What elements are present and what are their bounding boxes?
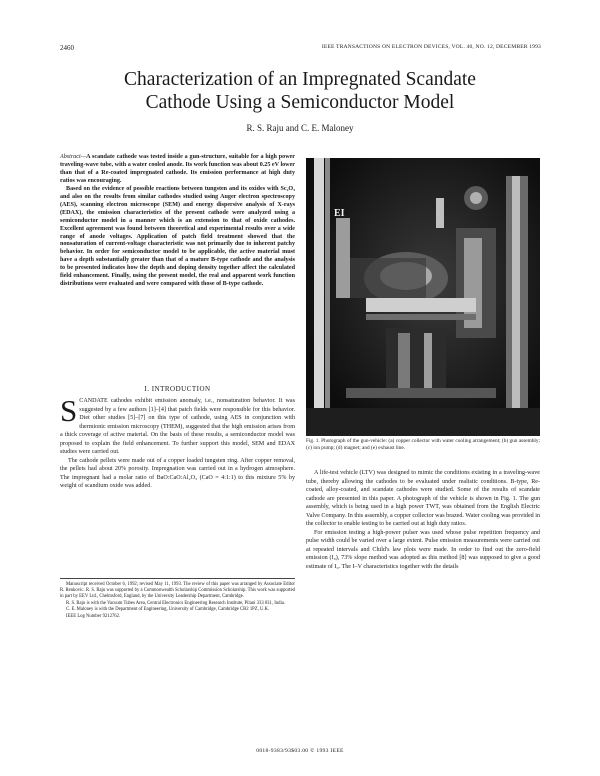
abstract-text-1: A scandate cathode was tested inside a gun-structure, suitable for a high power traveling-wave tube, with a water cooled anode. Its work function was about 0.25 eV lower than that of a Re-coated impregnated cathode. Its emission performance at high duty ratios was encouraging. bbox=[60, 154, 295, 184]
copyright-footer: 0018-9383/93$03.00 © 1993 IEEE bbox=[256, 748, 344, 754]
introduction-text bbox=[60, 393, 295, 491]
right-paragraph-2: For emission testing a high-power pulser was used whose pulse repetition frequency and pulse width could be varied over a large extent. Pulse emission measurements were carried out at repeated intervals and Child's law plots were made. In order to find out the zero-field emission (I₀), 73% slope method was adopted as this method [8] was supposed to give a good estimate of I₀. The I–V characteristics together with the details bbox=[306, 529, 540, 571]
intro-paragraph-2: The cathode pellets were made out of a copper loaded tungsten ring. After copper removal, the pellets had about 20% porosity. Impregnation was carried out in a hydrogen atmosphere. The impregnant had a molar ratio of BaO:CaO:Al₂O₃ (CaO = 4:1:1) to this mixture 5% by weight of scandium oxide was added. bbox=[60, 457, 295, 490]
abstract-lead: Abstract— bbox=[60, 154, 87, 160]
footnote-maloney: C. E. Maloney is with the Department of Engineering, University of Cambridge, Cambridge CB2 1PZ, U.K. bbox=[66, 607, 270, 613]
intro-text-1: CANDATE cathodes exhibit emission anomaly, i.e., nonsaturation behavior. It was suggested by a few authors [1]–[4] that patch fields were responsible for this behavior. Diet other studies [5]–[7] on this type of cathode, using AES in conjunction with thermionic emission microscopy (THEM), suggested that the high emission arises from a thick coverage of active material. On the basis of these results, a semiconductor model was proposed to explain the field enhancement. To further support this model, SEM and EDAX studies were carried out. bbox=[60, 398, 295, 456]
drop-cap: S bbox=[60, 393, 78, 428]
page-number: 2460 bbox=[60, 44, 74, 52]
paper-title bbox=[40, 68, 560, 114]
intro-paragraph-1 bbox=[60, 393, 295, 457]
footnotes bbox=[60, 578, 295, 621]
footnote-log: IEEE Log Number 9212762. bbox=[66, 613, 121, 619]
footnote-raju: R. S. Raju is with the Vacuum Tubes Area, Central Electronics Engineering Research Institute, Pilani 333 031, India. bbox=[66, 600, 286, 606]
abstract bbox=[60, 154, 295, 289]
title-line-2: Cathode Using a Semiconductor Model bbox=[145, 92, 455, 113]
right-column-text bbox=[306, 469, 540, 572]
figure-label: EI bbox=[334, 208, 345, 219]
footnote-received: Manuscript received October 6, 1992; revised May 11, 1993. The review of this paper was arranged by Associate Editor R. Renkovic. R. S. Raju was supported by a Commonwealth Scholarship Commission Scholarship. This work was supported in part by EEV Ltd., Chelmsford, England, by the University Leadership Department, Cambridge. bbox=[60, 582, 295, 600]
figure-caption: Fig. 1. Photograph of the gun-vehicle: (a) copper collector with water cooling arrangement; (b) gun assembly; (c) ion pump; (d) magnet; and (e) exhaust line. bbox=[306, 438, 540, 451]
title-line-1: Characterization of an Impregnated Scandate bbox=[124, 69, 476, 90]
abstract-paragraph-2: Based on the evidence of possible reactions between tungsten and its oxides with Sc₂O₃ and also on the results from similar cathodes studied using Auger electron spectroscopy (AES), scanning electron microscope (SEM) and energy dispersive analysis of X-rays (EDAX), the emission characteristics of the present cathode were analyzed using a semiconductor model in a manner which is an extension to that of oxide cathodes. Excellent agreement was found between theoretical and experimental results over a wide range of anode voltages. Application of patch field treatment showed that the nonsaturation of current-voltage characteristic was not primarily due to inherent patchy behavior. In order for semiconductor model to be applicable, the active material must have a depth substantially greater than that of a mature B-type cathode and the analysis to be presented indicates how the depth and doping density together affect the calculated field enhancement. Finally, using the present model, the real and apparent work function distributions were evaluated and were compared with those of B-type cathode. bbox=[60, 185, 295, 288]
abstract-paragraph-1 bbox=[60, 154, 295, 186]
right-paragraph-1: A life-test vehicle (LTV) was designed to mimic the conditions existing in a traveling-wave tube, thereby allowing the cathodes to be evaluated under realistic conditions. B-type, Re-coated, alloy-coated, and scandate cathodes were studied. Some of the results of scandate cathode are presented in this paper. A photograph of the vehicle is shown in Fig. 1. The gun assembly, which is being used in a high power TWT, was obtained from the English Electric Valve Company. In this assembly, a copper collector was brazed. Water cooling was provided in the collector to enable testing to be carried out at high duty ratios. bbox=[306, 470, 540, 528]
gun-vehicle-photo bbox=[306, 158, 540, 436]
running-header: IEEE TRANSACTIONS ON ELECTRON DEVICES, VOL. 40, NO. 12, DECEMBER 1993 bbox=[321, 44, 541, 50]
section-heading: I. INTRODUCTION bbox=[144, 385, 211, 393]
authors: R. S. Raju and C. E. Maloney bbox=[246, 123, 354, 133]
figure-photo bbox=[306, 158, 540, 436]
